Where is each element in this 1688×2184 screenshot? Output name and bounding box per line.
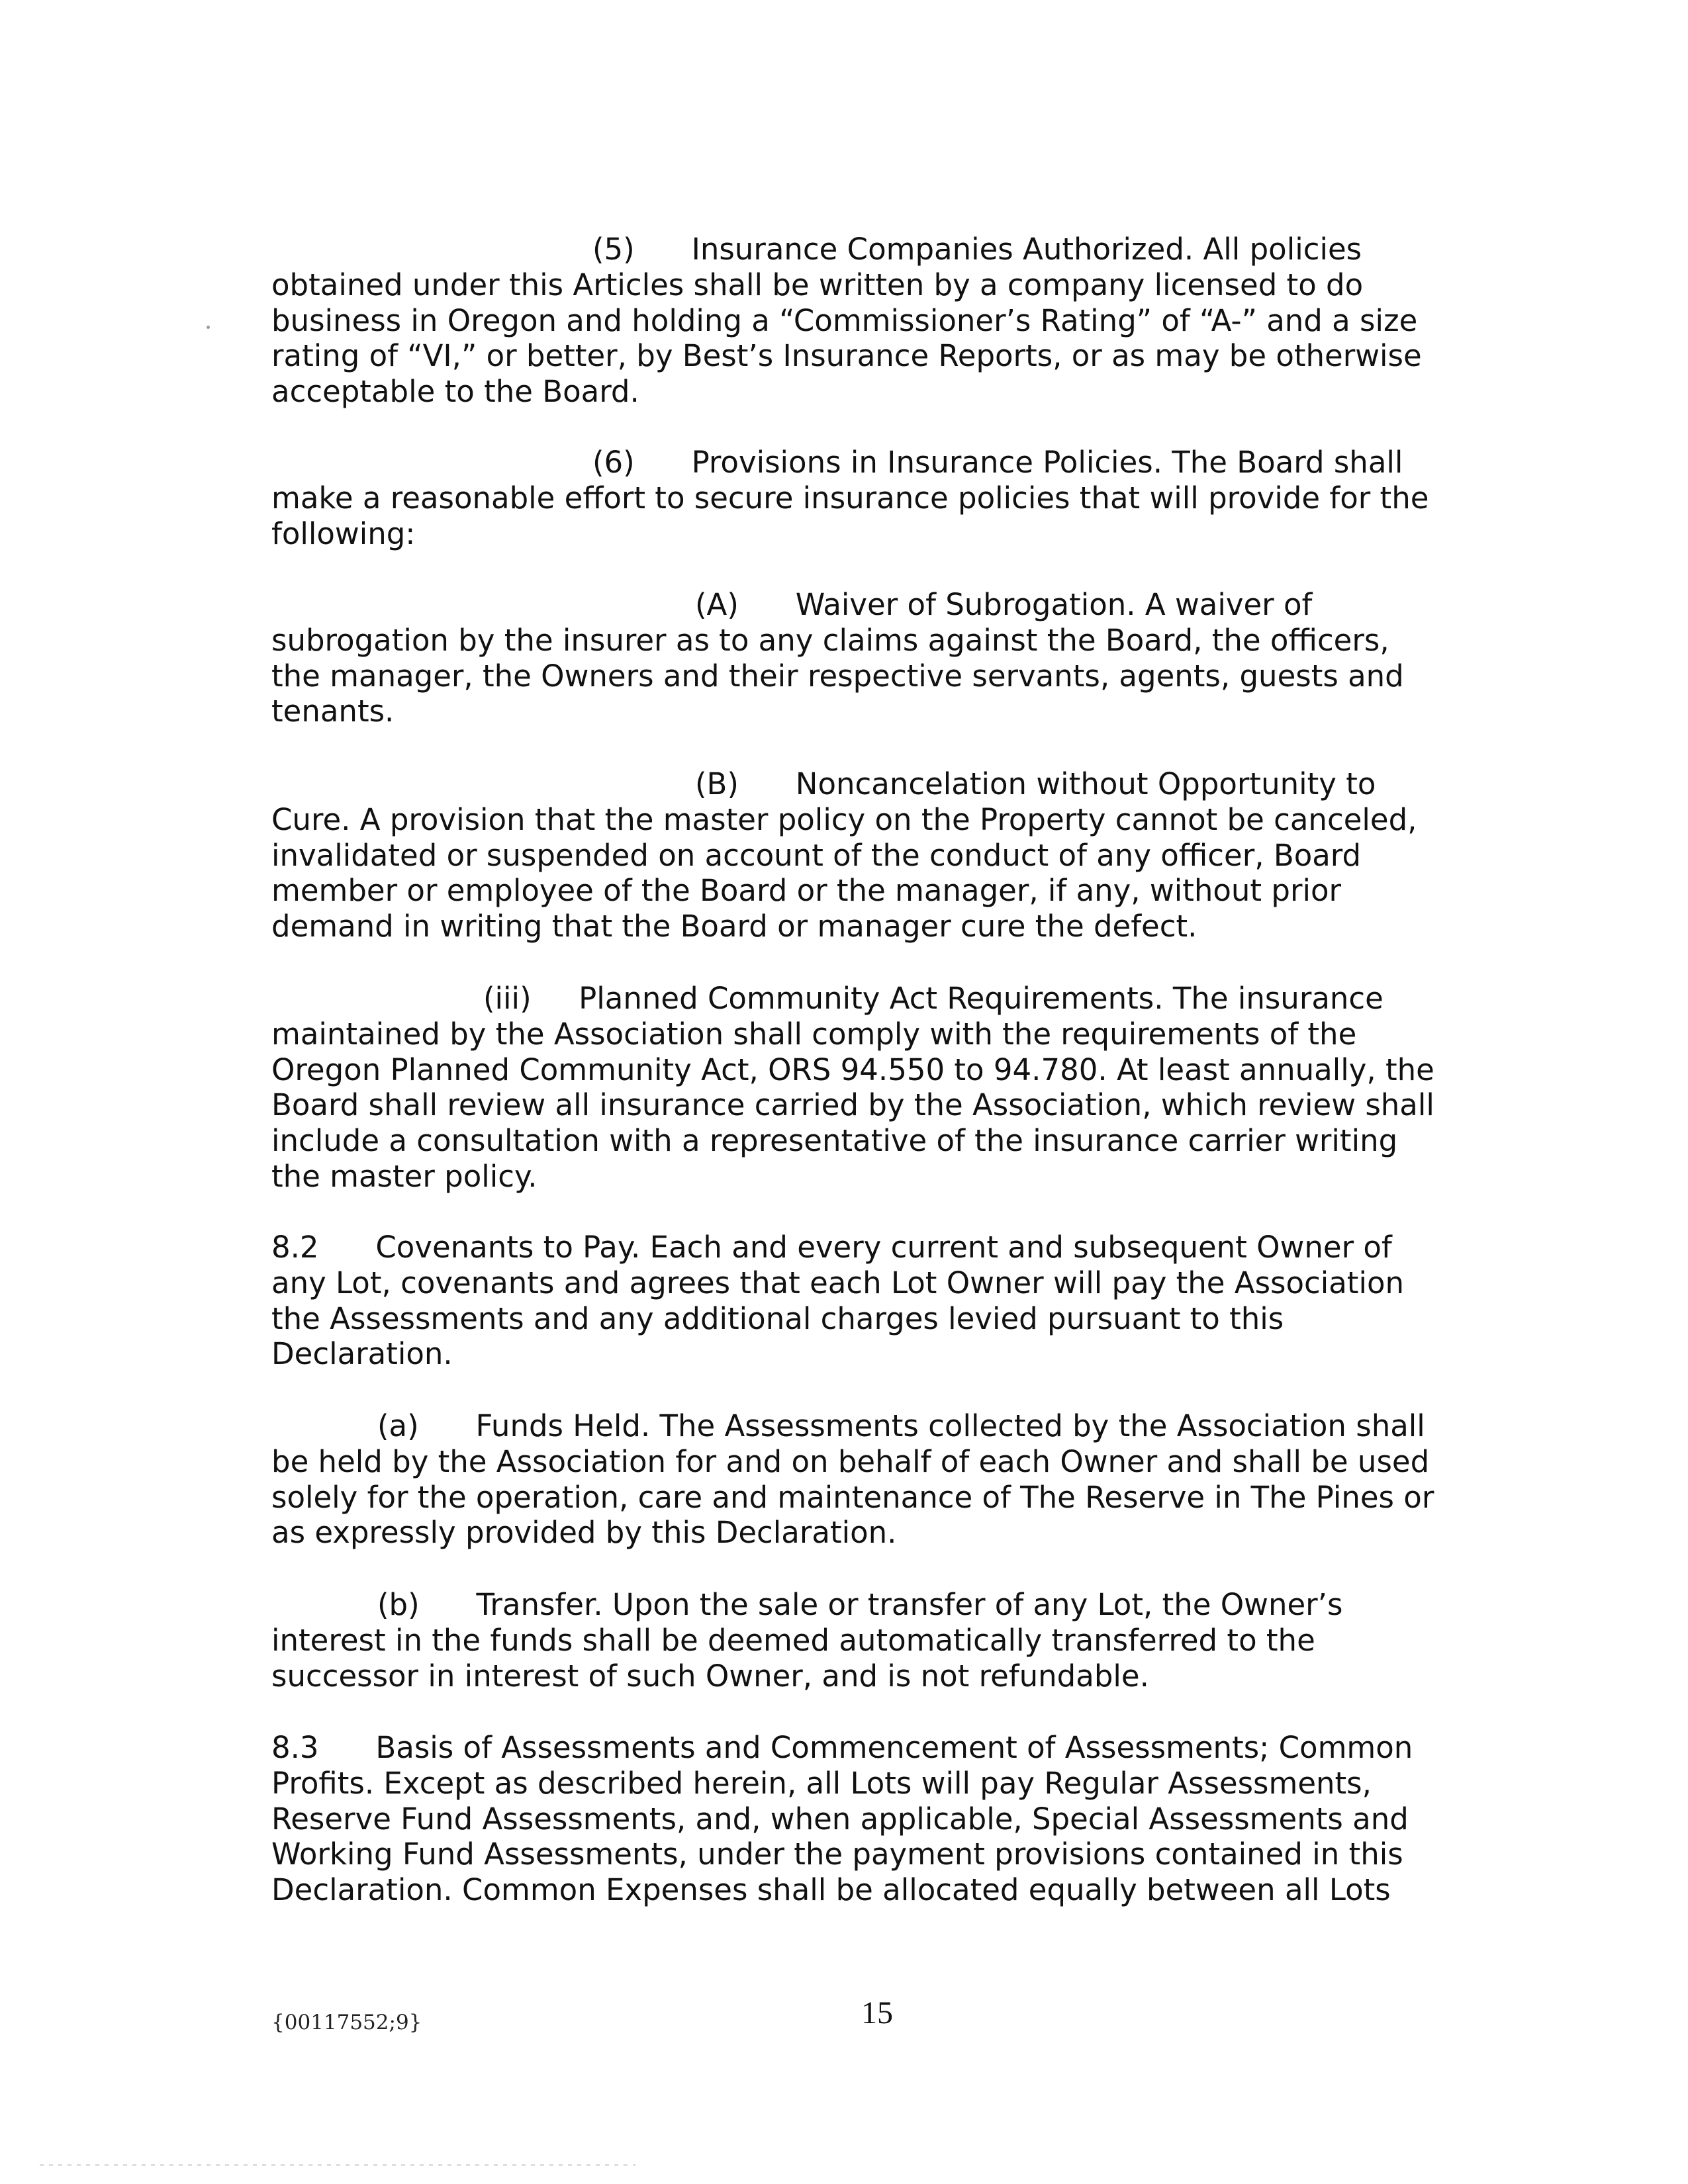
paragraph-line: be held by the Association for and on behalf of each Owner and shall be used [271,1443,1430,1479]
paragraph-line: rating of “VI,” or better, by Best’s Insurance Reports, or as may be otherwise [271,338,1422,374]
paragraph-waiver-of-subrogation [271,587,1456,729]
paragraph-line: successor in interest of such Owner, and is not refundable. [271,1658,1149,1694]
paragraph-line: Board shall review all insurance carried by the Association, which review shall [271,1087,1434,1123]
paragraph-line: Working Fund Assessments, under the payment provisions contained in this [271,1837,1403,1872]
paragraph-line: business in Oregon and holding a “Commissioner’s Rating” of “A-” and a size [271,302,1418,338]
scan-noise-strip [40,2164,635,2166]
scan-speck [207,326,210,329]
paragraph-line: Profits. Except as described herein, all Lots will pay Regular Assessments, [271,1765,1372,1801]
paragraph-line: invalidated or suspended on account of the conduct of any officer, Board [271,837,1362,873]
paragraph-line: Declaration. [271,1336,453,1372]
paragraph-line: (A) Waiver of Subrogation. A waiver of [695,587,1313,622]
paragraph-covenants-to-pay [271,1230,1456,1372]
paragraph-funds-held [271,1408,1456,1551]
paragraph-line: (iii) Planned Community Act Requirements. The insurance [483,981,1383,1016]
paragraph-provisions-in-insurance-policies [271,445,1456,551]
paragraph-line: maintained by the Association shall comply with the requirements of the [271,1016,1357,1052]
footer-page-number: 15 [861,1995,893,2030]
paragraph-line: (6) Provisions in Insurance Policies. The Board shall [592,445,1403,480]
paragraph-planned-community-act [271,981,1456,1195]
footer-document-id: {00117552;9} [271,2011,422,2034]
paragraph-line: Oregon Planned Community Act, ORS 94.550 to 94.780. At least annually, the [271,1052,1434,1087]
paragraph-basis-of-assessments [271,1730,1456,1908]
paragraph-line: solely for the operation, care and maintenance of The Reserve in The Pines or [271,1479,1434,1515]
paragraph-line: the master policy. [271,1158,538,1194]
paragraph-line: acceptable to the Board. [271,374,639,410]
paragraph-line: subrogation by the insurer as to any claims against the Board, the officers, [271,622,1389,658]
paragraph-line: (5) Insurance Companies Authorized. All policies [592,232,1362,267]
paragraph-line: include a consultation with a representative of the insurance carrier writing [271,1123,1398,1159]
paragraph-line: any Lot, covenants and agrees that each Lot Owner will pay the Association [271,1265,1405,1300]
paragraph-insurance-companies-authorized [271,232,1456,410]
paragraph-line: (B) Noncancelation without Opportunity to [695,766,1376,801]
paragraph-line: 8.2 Covenants to Pay. Each and every current and subsequent Owner of [271,1230,1392,1265]
paragraph-line: make a reasonable effort to secure insurance policies that will provide for the [271,480,1429,516]
paragraph-line: demand in writing that the Board or manager cure the defect. [271,909,1197,944]
paragraph-line: as expressly provided by this Declaration. [271,1515,897,1551]
paragraph-line: Reserve Fund Assessments, and, when applicable, Special Assessments and [271,1801,1409,1837]
paragraph-line: interest in the funds shall be deemed automatically transferred to the [271,1622,1315,1658]
paragraph-line: (b) Transfer. Upon the sale or transfer of any Lot, the Owner’s [377,1587,1343,1622]
paragraph-line: obtained under this Articles shall be written by a company licensed to do [271,267,1364,302]
paragraph-noncancelation [271,766,1456,944]
paragraph-line: 8.3 Basis of Assessments and Commencement of Assessments; Common [271,1730,1413,1765]
paragraph-line: tenants. [271,694,395,729]
paragraph-line: following: [271,516,416,551]
paragraph-transfer [271,1587,1456,1694]
paragraph-line: (a) Funds Held. The Assessments collected by the Association shall [377,1408,1425,1443]
paragraph-line: Cure. A provision that the master policy on the Property cannot be canceled, [271,801,1417,837]
paragraph-line: member or employee of the Board or the manager, if any, without prior [271,873,1341,909]
paragraph-line: the Assessments and any additional charges levied pursuant to this [271,1300,1284,1336]
paragraph-line: Declaration. Common Expenses shall be allocated equally between all Lots [271,1872,1391,1908]
paragraph-line: the manager, the Owners and their respective servants, agents, guests and [271,658,1404,694]
